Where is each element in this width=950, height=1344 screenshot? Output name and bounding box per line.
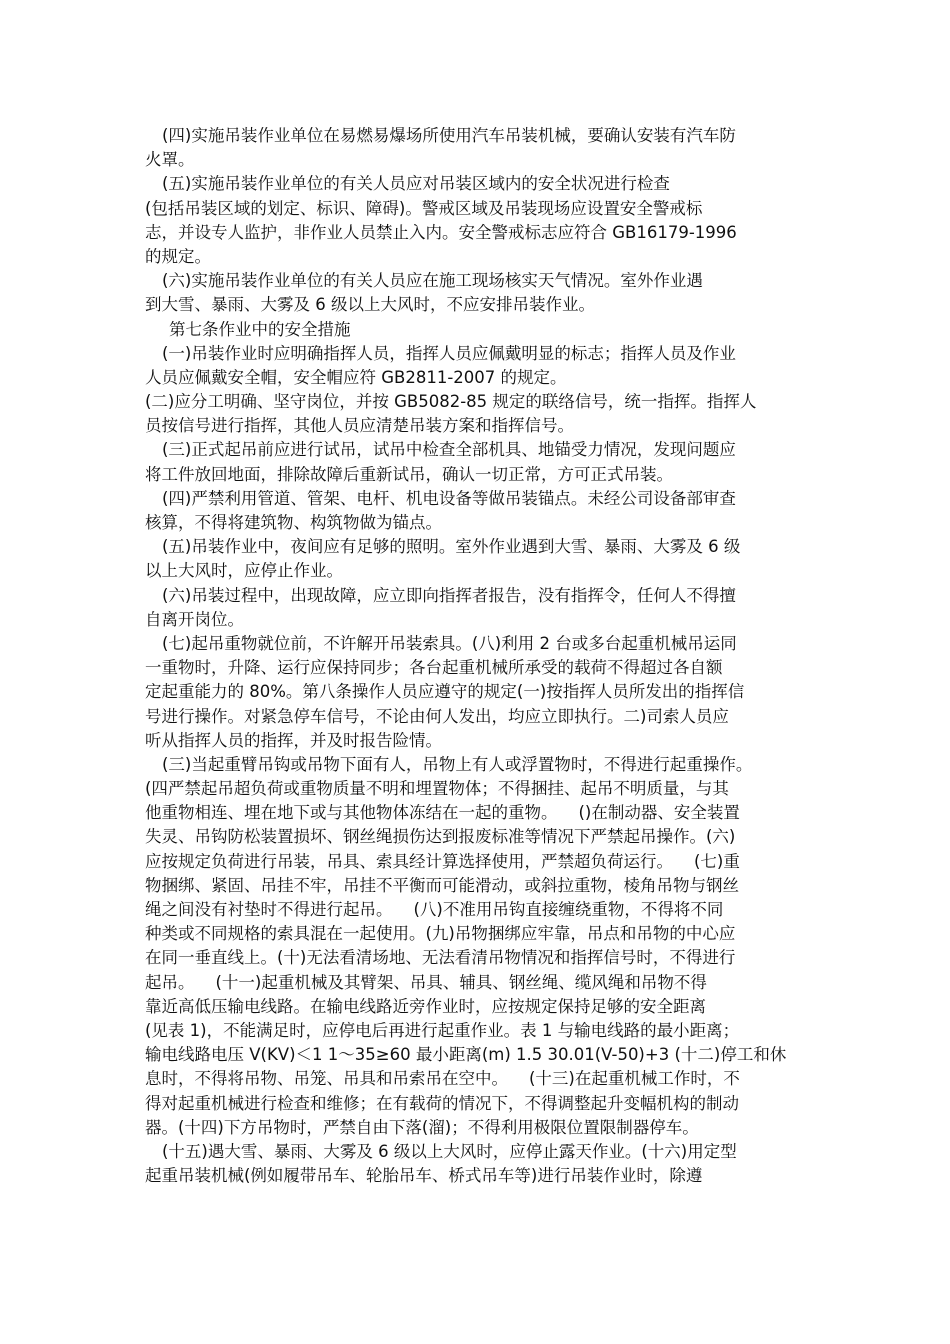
- text-line: (六)实施吊装作业单位的有关人员应在施工现场核实天气情况。室外作业遇: [162, 271, 703, 291]
- text-line: (一)吊装作业时应明确指挥人员，指挥人员应佩戴明显的标志；指挥人员及作业: [162, 343, 736, 363]
- text-line: 员按信号进行指挥，其他人员应清楚吊装方案和指挥信号。: [145, 416, 574, 436]
- text-line: (三)当起重臂吊钩或吊物下面有人，吊物上有人或浮置物时，不得进行起重操作。: [162, 754, 753, 774]
- text-line: 到大雪、暴雨、大雾及 6 级以上大风时，不应安排吊装作业。: [145, 295, 595, 315]
- text-line: 起吊。 (十一)起重机械及其臂架、吊具、辅具、钢丝绳、缆风绳和吊物不得: [145, 972, 707, 992]
- document-body: [145, 124, 825, 1188]
- text-line: 器。(十四)下方吊物时，严禁自由下落(溜)；不得利用极限位置限制器停车。: [145, 1117, 699, 1137]
- text-line: 输电线路电压 V(KV)＜1 1～35≥60 最小距离(m) 1.5 30.01(V-50)+3 (十二)停工和休: [145, 1045, 787, 1065]
- text-line: (十五)遇大雪、暴雨、大雾及 6 级以上大风时，应停止露天作业。(十六)用定型: [162, 1141, 737, 1161]
- text-line: (五)吊装作业中，夜间应有足够的照明。室外作业遇到大雪、暴雨、大雾及 6 级: [162, 537, 741, 557]
- text-line: 人员应佩戴安全帽，安全帽应符 GB2811-2007 的规定。: [145, 367, 567, 387]
- text-line: 听从指挥人员的指挥，并及时报告险情。: [145, 730, 442, 750]
- text-line: (包括吊装区域的划定、标识、障碍)。警戒区域及吊装现场应设置安全警戒标: [145, 198, 703, 218]
- text-line: 志，并设专人监护，非作业人员禁止入内。安全警戒标志应符合 GB16179-1996: [145, 222, 737, 242]
- text-line: (四)实施吊装作业单位在易燃易爆场所使用汽车吊装机械，要确认安装有汽车防: [162, 126, 736, 145]
- text-line: 第七条作业中的安全措施: [169, 319, 351, 339]
- text-line: (见表 1)，不能满足时，应停电后再进行起重作业。表 1 与输电线路的最小距离；: [145, 1020, 740, 1040]
- text-line: 息时，不得将吊物、吊笼、吊具和吊索吊在空中。 (十三)在起重机械工作时，不: [145, 1069, 740, 1089]
- text-line: 物捆绑、紧固、吊挂不牢，吊挂不平衡而可能滑动，或斜拉重物，棱角吊物与钢丝: [145, 875, 739, 895]
- text-line: 失灵、吊钩防松装置损坏、钢丝绳损伤达到报废标准等情况下严禁起吊操作。(六): [145, 827, 736, 847]
- text-line: 定起重能力的 80%。第八条操作人员应遵守的规定(一)按指挥人员所发出的指挥信: [145, 682, 745, 702]
- text-line: 靠近高低压输电线路。在输电线路近旁作业时，应按规定保持足够的安全距离: [145, 996, 706, 1016]
- text-line: 一重物时，升降、运行应保持同步；各台起重机械所承受的载荷不得超过各自额: [145, 658, 723, 678]
- text-line: 种类或不同规格的索具混在一起使用。(九)吊物捆绑应牢靠，吊点和吊物的中心应: [145, 924, 736, 944]
- text-line: 的规定。: [145, 246, 211, 266]
- text-line: 将工件放回地面，排除故障后重新试吊，确认一切正常，方可正式吊装。: [145, 464, 673, 484]
- text-line: 核算，不得将建筑物、构筑物做为锚点。: [145, 513, 442, 532]
- text-line: 号进行操作。对紧急停车信号，不论由何人发出，均应立即执行。二)司索人员应: [145, 706, 729, 726]
- text-line: 自离开岗位。: [145, 609, 244, 629]
- text-line: (二)应分工明确、坚守岗位，并按 GB5082-85 规定的联络信号，统一指挥。指挥人: [145, 392, 757, 412]
- text-line: 以上大风时，应停止作业。: [145, 561, 343, 581]
- text-line: 他重物相连、埋在地下或与其他物体冻结在一起的重物。 ()在制动器、安全装置: [145, 803, 740, 823]
- text-line: 得对起重机械进行检查和维修；在有载荷的情况下，不得调整起升变幅机构的制动: [145, 1093, 739, 1113]
- text-line: (六)吊装过程中，出现故障，应立即向指挥者报告，没有指挥令，任何人不得擅: [162, 585, 736, 605]
- text-line: (四)严禁利用管道、管架、电杆、机电设备等做吊装锚点。未经公司设备部审查: [162, 488, 736, 508]
- text-line: 起重吊装机械(例如履带吊车、轮胎吊车、桥式吊车等)进行吊装作业时，除遵: [145, 1166, 703, 1186]
- text-line: (七)起吊重物就位前，不许解开吊装索具。(八)利用 2 台或多台起重机械吊运同: [162, 633, 737, 653]
- text-line: 绳之间没有衬垫时不得进行起吊。 (八)不准用吊钩直接缠绕重物，不得将不同: [145, 900, 724, 919]
- text-line: 应按规定负荷进行吊装，吊具、索具经计算选择使用，严禁超负荷运行。 (七)重: [145, 851, 740, 871]
- text-line: (三)正式起吊前应进行试吊，试吊中检查全部机具、地锚受力情况，发现问题应: [162, 440, 736, 460]
- text-line: (四严禁起吊超负荷或重物质量不明和埋置物体；不得捆挂、起吊不明质量，与其: [145, 779, 729, 799]
- text-line: 在同一垂直线上。(十)无法看清场地、无法看清吊物情况和指挥信号时，不得进行: [145, 948, 736, 968]
- text-line: 火罩。: [145, 150, 195, 170]
- text-line: (五)实施吊装作业单位的有关人员应对吊装区域内的安全状况进行检查: [162, 174, 670, 194]
